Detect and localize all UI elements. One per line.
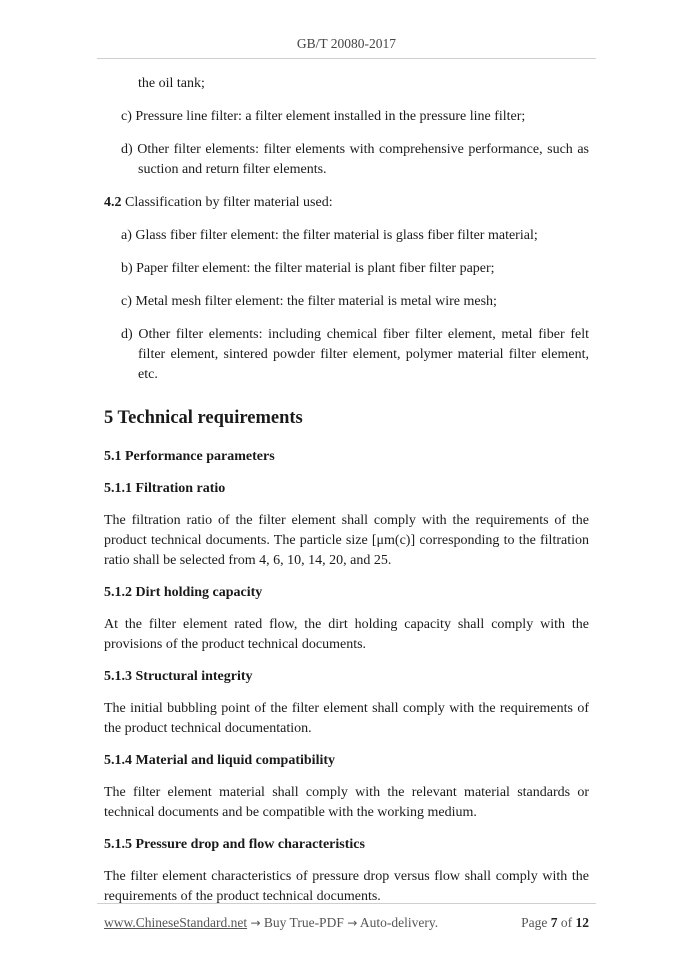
paragraph-5-1-3: The initial bubbling point of the filter element shall comply with the requirements of the product technical documentation. xyxy=(104,701,589,736)
list-item-d-other: d) Other filter elements: filter elements with comprehensive performance, such as suction and return filter elements. xyxy=(121,142,589,177)
subsection-heading-5-1: 5.1 Performance parameters xyxy=(104,449,275,464)
list-item-c-metal-mesh: c) Metal mesh filter element: the filter material is metal wire mesh; xyxy=(121,294,497,309)
paragraph-5-1-1: The filtration ratio of the filter element shall comply with the requirements of the product technical documents. The particle size [μm(c)] corresponding to the filtration ratio shall be selected from 4, 6, 10, 14, 20, and 25. xyxy=(104,513,589,568)
list-item-b-paper: b) Paper filter element: the filter material is plant fiber filter paper; xyxy=(121,261,495,276)
footer-divider xyxy=(97,903,596,904)
auto-delivery-text: Auto-delivery. xyxy=(359,915,439,930)
paragraph-5-1-4: The filter element material shall comply with the relevant material standards or technical documents and be compatible with the working medium. xyxy=(104,785,589,820)
total-pages: 12 xyxy=(575,915,589,930)
page-label: Page xyxy=(521,915,548,930)
subsection-heading-5-1-3: 5.1.3 Structural integrity xyxy=(104,669,253,684)
buy-pdf-link[interactable]: Buy True-PDF xyxy=(263,915,344,930)
page-number xyxy=(521,915,589,931)
subsection-heading-5-1-2: 5.1.2 Dirt holding capacity xyxy=(104,585,263,600)
page-body xyxy=(104,74,589,907)
clause-text: Classification by filter material used: xyxy=(121,195,333,210)
running-header xyxy=(0,36,693,52)
list-item-a-glass-fiber: a) Glass fiber filter element: the filter material is glass fiber filter material; xyxy=(121,228,538,243)
subsection-heading-5-1-4: 5.1.4 Material and liquid compatibility xyxy=(104,753,336,768)
header-divider xyxy=(97,58,596,59)
list-item-d-other-materials: d) Other filter elements: including chemical fiber filter element, metal fiber felt filter element, sintered powder filter element, polymer material filter element, etc. xyxy=(121,327,589,382)
subsection-heading-5-1-1: 5.1.1 Filtration ratio xyxy=(104,481,226,496)
paragraph-5-1-2: At the filter element rated flow, the dirt holding capacity shall comply with the provisions of the product technical documents. xyxy=(104,617,589,652)
site-link[interactable]: www.ChineseStandard.net xyxy=(104,915,248,930)
standard-code: GB/T 20080-2017 xyxy=(296,36,397,51)
of-label: of xyxy=(560,915,573,930)
continuation-line: the oil tank; xyxy=(138,76,205,91)
section-heading-5: 5 Technical requirements xyxy=(104,408,303,428)
arrow-right-icon: → xyxy=(250,916,261,930)
clause-4-2 xyxy=(104,193,589,213)
current-page: 7 xyxy=(550,915,558,930)
subsection-heading-5-1-5: 5.1.5 Pressure drop and flow characteristics xyxy=(104,837,365,852)
footer-links xyxy=(104,915,438,931)
list-item-c-pressure-line: c) Pressure line filter: a filter element installed in the pressure line filter; xyxy=(121,109,526,124)
arrow-right-icon: → xyxy=(347,916,358,930)
clause-number: 4.2 xyxy=(104,195,122,210)
paragraph-5-1-5: The filter element characteristics of pressure drop versus flow shall comply with the requirements of the product technical documents. xyxy=(104,869,589,904)
